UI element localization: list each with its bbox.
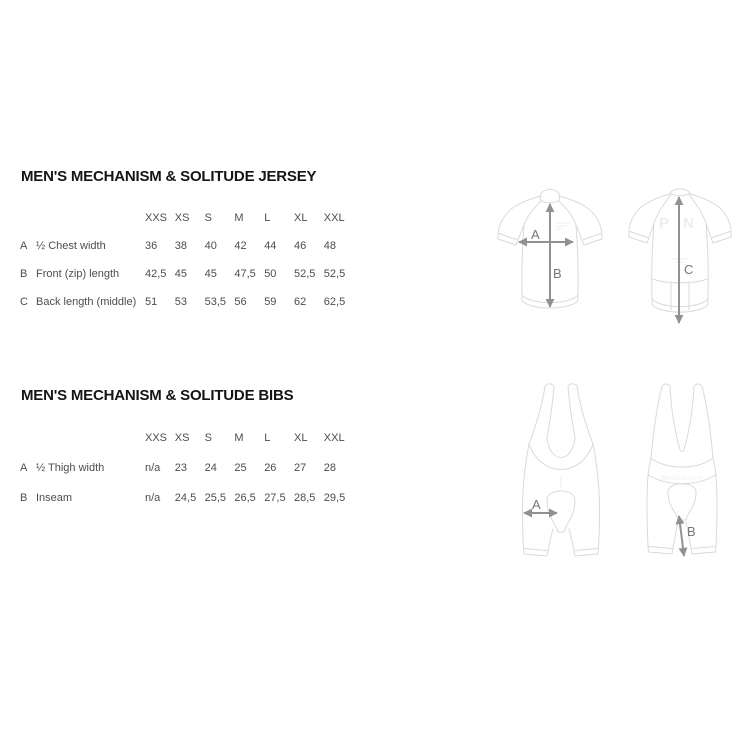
- jersey-size-header-row: [20, 211, 358, 225]
- size-value: 28,5: [293, 492, 316, 504]
- size-value: 24,5: [174, 492, 197, 504]
- size-value: 48: [323, 240, 337, 252]
- size-column-header: XXL: [323, 212, 345, 224]
- size-value: 26: [264, 462, 277, 474]
- size-column-header: L: [264, 212, 271, 224]
- size-value: 52,5: [323, 268, 346, 280]
- row-label: ½ Thigh width: [36, 462, 105, 474]
- size-value: 59: [264, 296, 277, 308]
- back-logo-letter-p: P: [659, 215, 670, 232]
- size-value: 25,5: [204, 492, 227, 504]
- size-column-header: XL: [293, 432, 308, 444]
- size-value: 53: [174, 296, 188, 308]
- chamois-pad: [547, 491, 575, 532]
- size-value: 53,5: [204, 296, 227, 308]
- bibs-size-header-row: [20, 431, 358, 445]
- spacer: [20, 211, 145, 225]
- table-row-front-zip-length: [20, 267, 358, 281]
- measurement-label-b: B: [553, 266, 562, 281]
- size-column-header: XXL: [323, 432, 345, 444]
- row-label: Back length (middle): [36, 296, 137, 308]
- size-value: 46: [293, 240, 307, 252]
- size-column-header: S: [204, 432, 212, 444]
- size-value: 28: [323, 462, 337, 474]
- jersey-back-diagram: [620, 183, 746, 329]
- size-column-header: L: [264, 432, 271, 444]
- back-panel-watermark: Mechanism: [660, 473, 704, 482]
- size-column-header: S: [204, 212, 212, 224]
- measurement-label-b: B: [687, 524, 696, 539]
- bib-front-panel: [529, 444, 593, 470]
- jersey-front-diagram: [486, 183, 610, 323]
- size-column-header: XL: [293, 212, 308, 224]
- bibs-back-diagram: [630, 380, 745, 575]
- size-value: n/a: [145, 462, 161, 474]
- back-logo-letter-n: N: [683, 215, 694, 232]
- bib-neckline: [547, 438, 575, 458]
- size-column-header: XS: [174, 212, 190, 224]
- size-value: 25: [234, 462, 247, 474]
- chamois-pad: [668, 484, 696, 520]
- size-value: 45: [174, 268, 188, 280]
- size-value: 47,5: [234, 268, 256, 280]
- inseam-arrow: [679, 516, 684, 556]
- size-value: 62: [293, 296, 307, 308]
- size-value: 27,5: [264, 492, 286, 504]
- size-value: 51: [145, 296, 158, 308]
- row-key: B: [20, 268, 28, 280]
- size-value: 45: [204, 268, 217, 280]
- measurement-label-a: A: [531, 227, 540, 242]
- size-value: 40: [204, 240, 217, 252]
- size-value: 38: [174, 240, 188, 252]
- size-column-header: XS: [174, 432, 190, 444]
- bibs-front-diagram: [505, 380, 610, 575]
- table-row-chest-width: [20, 239, 358, 253]
- row-key: A: [20, 240, 28, 252]
- size-value: 42,5: [145, 268, 167, 280]
- row-key: C: [20, 296, 28, 308]
- bib-back-panel-top: [651, 458, 713, 467]
- size-value: 36: [145, 240, 158, 252]
- row-label: ½ Chest width: [36, 240, 106, 252]
- chest-logo-mark: [557, 223, 570, 229]
- size-value: n/a: [145, 492, 161, 504]
- size-column-header: M: [234, 212, 244, 224]
- size-value: 42: [234, 240, 247, 252]
- size-column-header: XXS: [145, 212, 168, 224]
- size-value: 50: [264, 268, 277, 280]
- spacer: [20, 431, 145, 445]
- bibs-section-title: MEN'S MECHANISM & SOLITUDE BIBS: [21, 387, 294, 405]
- table-row-thigh-width: [20, 461, 358, 475]
- size-value: 27: [293, 462, 307, 474]
- size-value: 23: [174, 462, 188, 474]
- row-label: Inseam: [36, 492, 73, 504]
- size-column-header: XXS: [145, 432, 168, 444]
- row-key: B: [20, 492, 28, 504]
- size-value: 52,5: [293, 268, 316, 280]
- measurement-label-c: C: [684, 262, 694, 277]
- size-value: 26,5: [234, 492, 256, 504]
- row-label: Front (zip) length: [36, 268, 120, 280]
- measurement-label-a: A: [532, 497, 541, 512]
- table-row-inseam: [20, 491, 358, 505]
- table-row-back-length: [20, 295, 358, 309]
- size-value: 24: [204, 462, 217, 474]
- row-key: A: [20, 462, 28, 474]
- jersey-section-title: MEN'S MECHANISM & SOLITUDE JERSEY: [21, 168, 317, 186]
- size-value: 62,5: [323, 296, 346, 308]
- size-value: 29,5: [323, 492, 346, 504]
- size-value: 44: [264, 240, 277, 252]
- size-value: 56: [234, 296, 247, 308]
- size-column-header: M: [234, 432, 244, 444]
